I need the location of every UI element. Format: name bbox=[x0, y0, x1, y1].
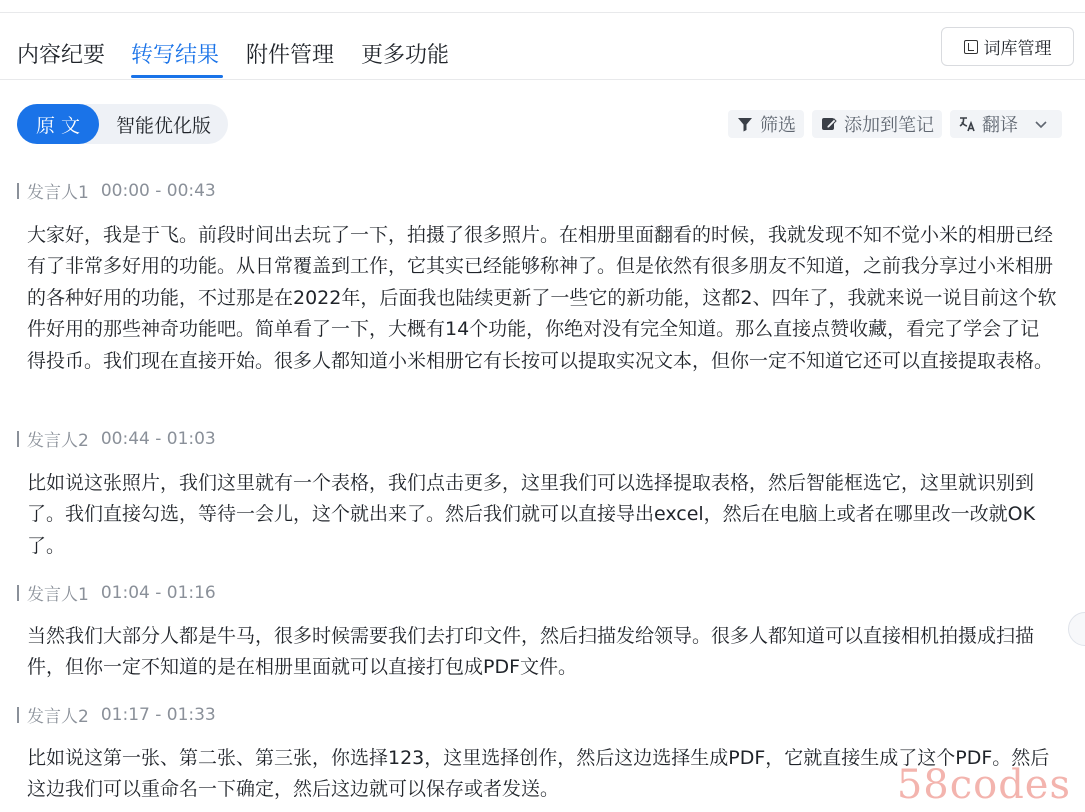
segment-header bbox=[17, 178, 216, 203]
add-to-notes-button[interactable] bbox=[812, 110, 942, 138]
note-edit-icon bbox=[820, 115, 838, 133]
transcript-paragraph[interactable]: 大家好，我是于飞。前段时间出去玩了一下，拍摄了很多照片。在相册里面翻看的时候，我就发现不知不觉小米的相册已经有了非常多好用的功能。从日常覆盖到工作，它其实已经能够称神了。但是依然有很多朋友不知道，之前我分享过小米相册的各种好用的功能，不过那是在2022年，后面我也陆续更新了一些它的新功能，这都2、四年了，我就来说一说目前这个软件好用的那些神奇功能吧。简单看了一下，大概有14个功能，你绝对没有完全知道。那么直接点赞收藏，看完了学会了记得投币。我们现在直接开始。很多人都知道小米相册它有长按可以提取实况文本，但你一定不知道它还可以直接提取表格。 bbox=[27, 224, 1057, 372]
speaker-label[interactable]: 发言人2 bbox=[27, 707, 89, 727]
segment-marker bbox=[17, 585, 19, 601]
toggle-optimized[interactable]: 智能优化版 bbox=[115, 114, 211, 137]
translate-icon bbox=[958, 115, 976, 133]
version-toggle bbox=[17, 104, 228, 144]
segment-marker bbox=[17, 183, 19, 199]
speaker-label[interactable]: 发言人1 bbox=[27, 585, 89, 605]
speaker-label[interactable]: 发言人2 bbox=[27, 431, 89, 451]
tab-more[interactable]: 更多功能 bbox=[361, 43, 450, 68]
tab-attachments[interactable]: 附件管理 bbox=[246, 43, 335, 68]
floating-action-button[interactable] bbox=[1068, 612, 1085, 646]
segment-header bbox=[17, 580, 216, 605]
lexicon-button[interactable] bbox=[941, 27, 1074, 66]
translate-label: 翻译 bbox=[982, 115, 1018, 136]
segment-time[interactable]: 01:17 - 01:33 bbox=[100, 704, 216, 725]
filter-label: 筛选 bbox=[760, 115, 796, 136]
filter-icon bbox=[736, 115, 754, 133]
add-to-notes-label: 添加到笔记 bbox=[844, 115, 934, 136]
segment-header bbox=[17, 426, 216, 451]
segment-marker bbox=[17, 707, 19, 723]
tab-transcript[interactable]: 转写结果 bbox=[131, 43, 220, 68]
filter-button[interactable] bbox=[728, 110, 804, 138]
chevron-down-icon bbox=[1032, 115, 1050, 133]
watermark: 58codes bbox=[896, 762, 1071, 808]
toggle-original[interactable]: 原 文 bbox=[17, 104, 99, 144]
lexicon-button-label: 词库管理 bbox=[983, 39, 1052, 59]
transcript-paragraph[interactable]: 比如说这第一张、第二张、第三张，你选择123，这里选择创作，然后这边选择生成PDF，它就直接生成了这个PDF。然后这边我们可以重命名一下确定，然后这边就可以保存或者发送。 bbox=[27, 747, 1050, 801]
transcript-paragraph[interactable]: 比如说这张照片，我们这里就有一个表格，我们点击更多，这里我们可以选择提取表格，然后智能框选它，这里就识别到了。我们直接勾选，等待一会儿，这个就出来了。然后我们就可以直接导出excel，然后在电脑上或者在哪里改一改就OK了。 bbox=[27, 472, 1036, 557]
speaker-label[interactable]: 发言人1 bbox=[27, 183, 89, 203]
translate-dropdown[interactable] bbox=[950, 110, 1062, 138]
segment-marker bbox=[17, 431, 19, 447]
tab-summary[interactable]: 内容纪要 bbox=[17, 43, 106, 68]
segment-time[interactable]: 00:44 - 01:03 bbox=[100, 428, 216, 449]
segment-header bbox=[17, 702, 216, 727]
segment-time[interactable]: 00:00 - 00:43 bbox=[100, 180, 216, 201]
tab-bar bbox=[0, 24, 1085, 80]
top-divider bbox=[0, 12, 1085, 13]
segment-time[interactable]: 01:04 - 01:16 bbox=[100, 582, 216, 603]
lexicon-icon bbox=[964, 40, 978, 54]
transcript-paragraph[interactable]: 当然我们大部分人都是牛马，很多时候需要我们去打印文件，然后扫描发给领导。很多人都知道可以直接相机拍摄成扫描件，但你一定不知道的是在相册里面就可以直接打包成PDF文件。 bbox=[27, 625, 1035, 679]
active-tab-indicator bbox=[131, 75, 223, 78]
